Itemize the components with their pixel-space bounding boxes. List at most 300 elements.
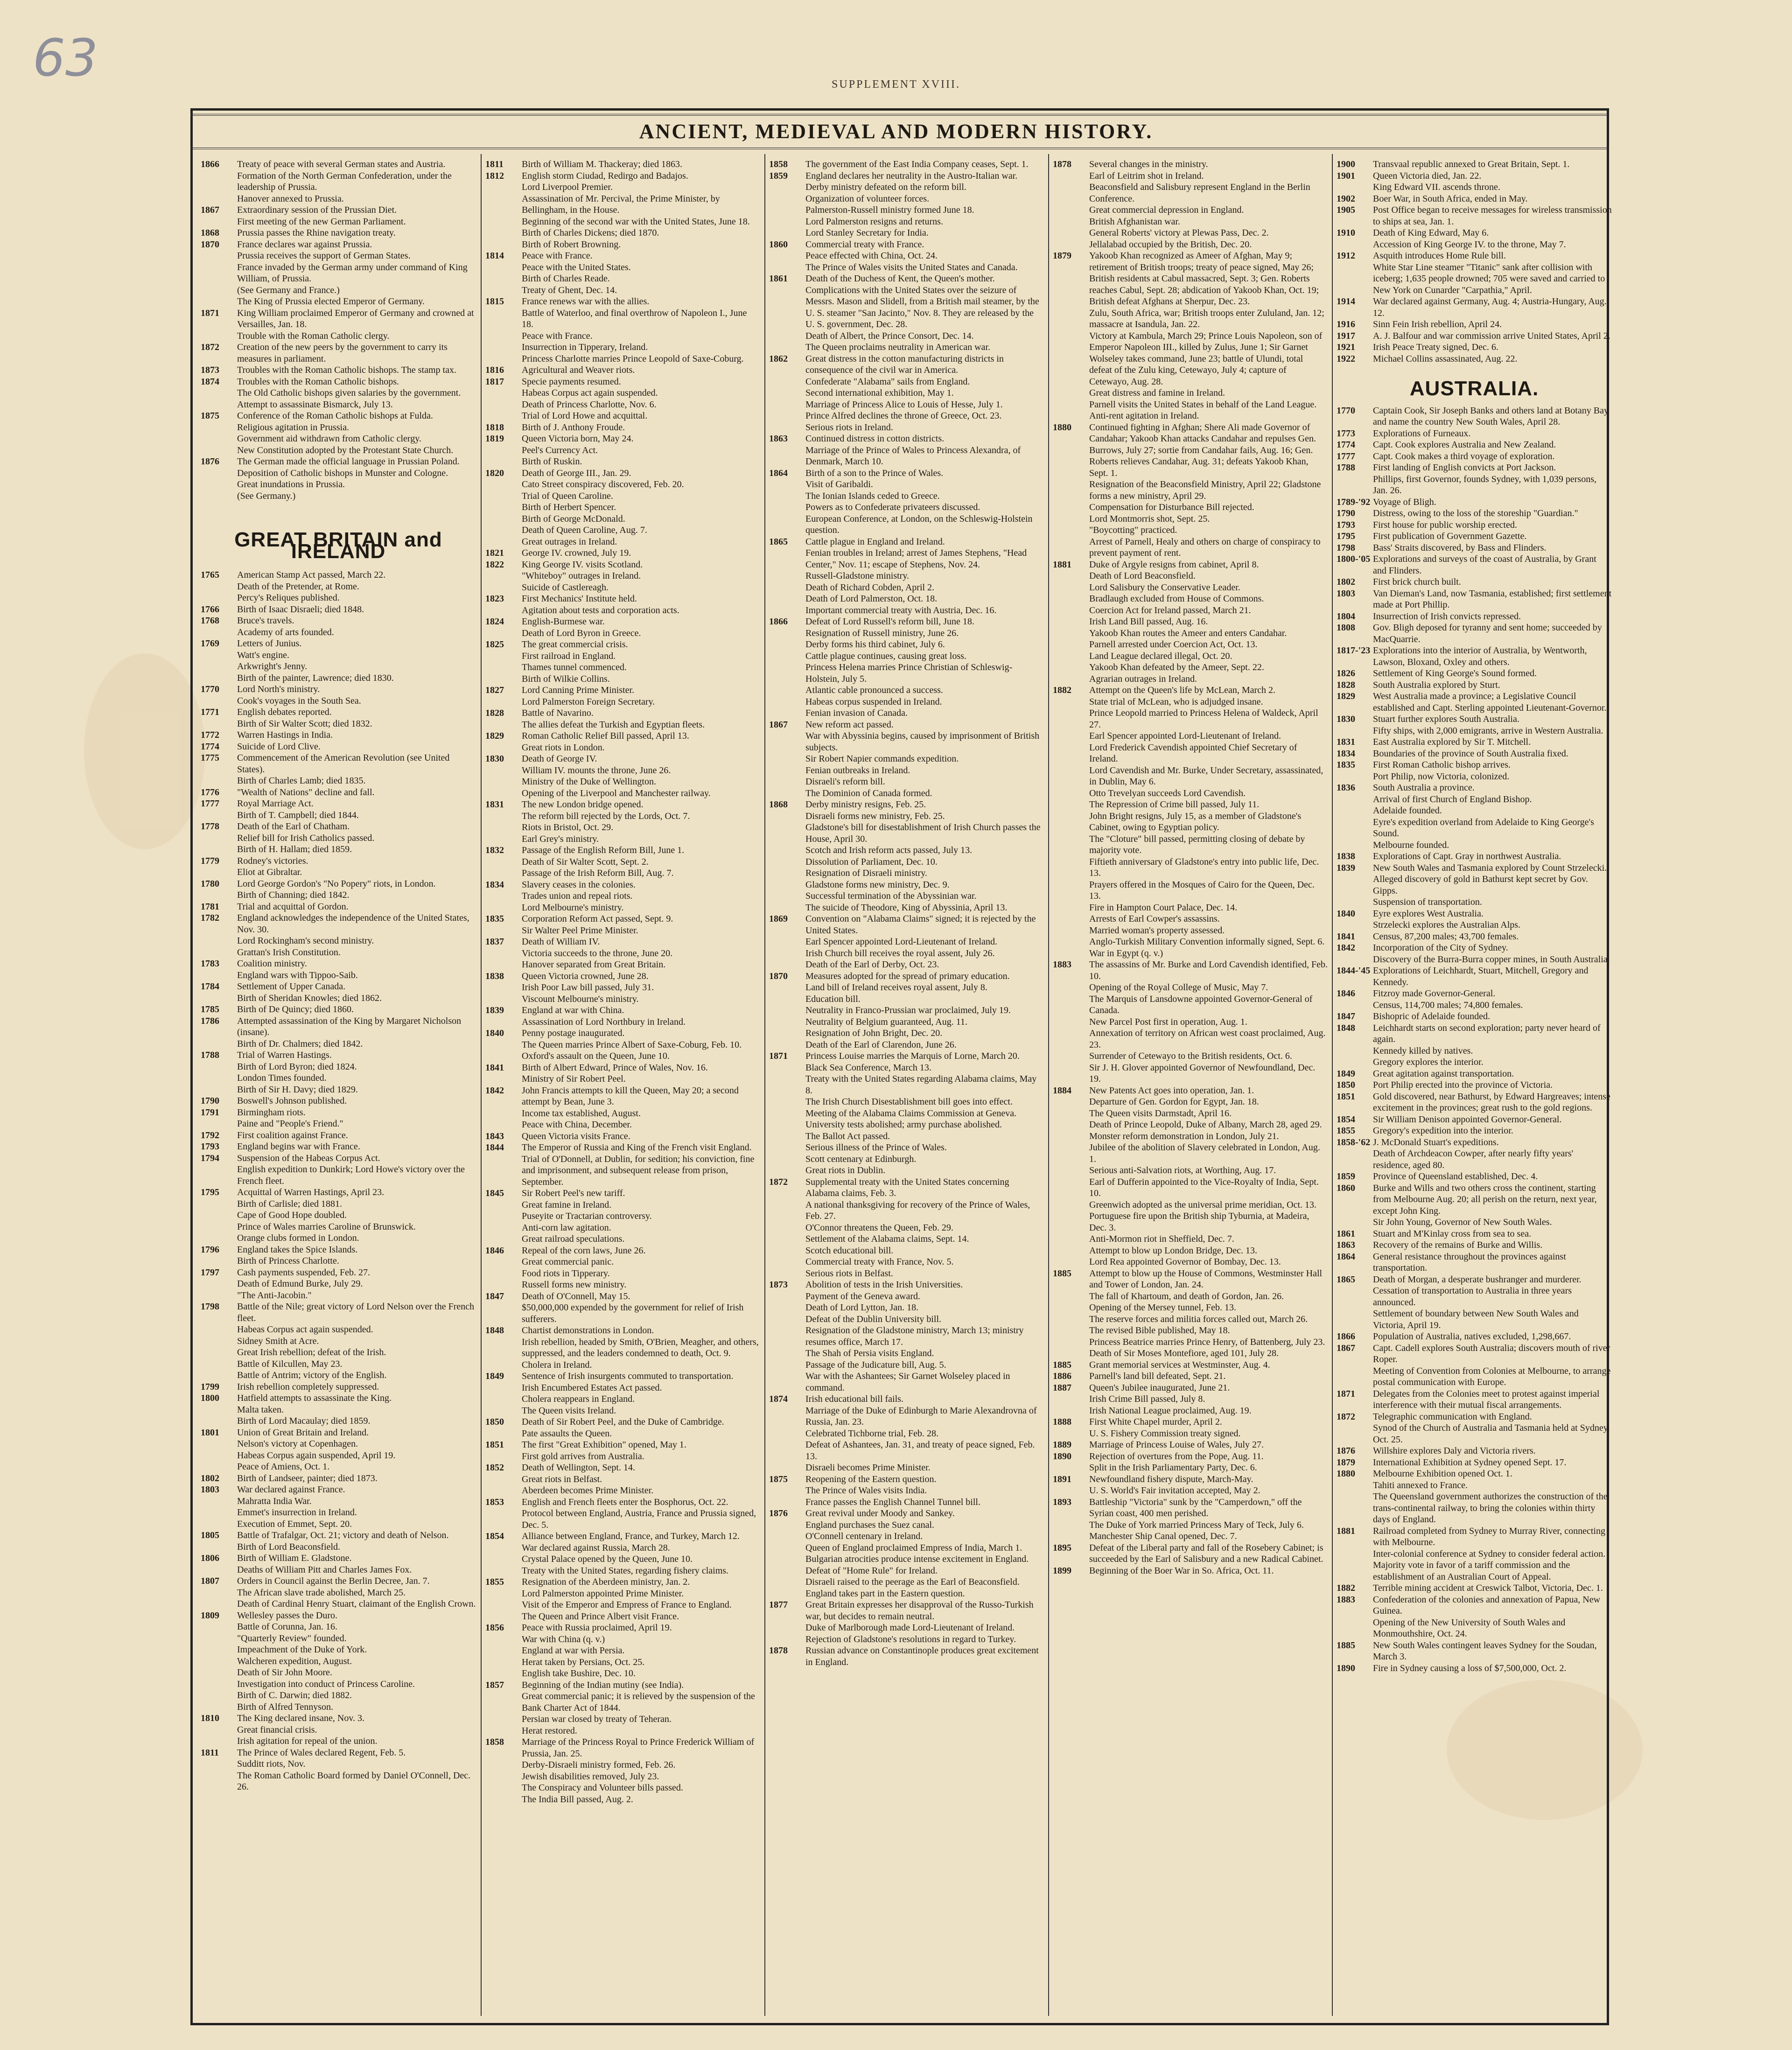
history-entry	[769, 1634, 1044, 1645]
history-entry	[1337, 1617, 1612, 1640]
entry-text: Russell-Gladstone ministry.	[805, 571, 910, 581]
entry-text: Measures adopted for the spread of primary education.	[805, 971, 1010, 981]
history-entry	[1053, 330, 1328, 388]
entry-year: 1848	[485, 1325, 504, 1336]
entry-text: Recovery of the remains of Burke and Willis.	[1373, 1240, 1543, 1250]
entry-year: 1865	[1337, 1274, 1355, 1285]
history-entry	[1337, 296, 1612, 319]
entry-text: Victoria succeeds to the throne, June 20.	[522, 948, 673, 959]
history-entry	[769, 1439, 1044, 1462]
entry-year: 1851	[1337, 1091, 1355, 1102]
history-entry	[485, 490, 761, 502]
history-entry	[201, 569, 476, 581]
history-entry	[201, 490, 476, 502]
history-entry	[485, 776, 761, 788]
entry-year: 1870	[201, 239, 219, 250]
entry-text: Great commercial panic; it is relieved by the suspension of the Bank Charter Act of 1844.	[522, 1691, 755, 1713]
entry-year: 1899	[1053, 1565, 1071, 1576]
history-entry	[201, 1679, 476, 1690]
entry-text: Death of the Earl of Clarendon, June 26.	[805, 1039, 957, 1050]
entry-text: Death of Sir Moses Montefiore, aged 101, July 28.	[1089, 1348, 1279, 1358]
entry-text: Irish Crime Bill passed, July 8.	[1089, 1394, 1205, 1404]
history-entry	[1053, 651, 1328, 662]
history-entry	[769, 628, 1044, 639]
entry-year: 1788	[201, 1050, 219, 1060]
history-entry	[485, 342, 761, 353]
entry-text: War with Abyssinia begins, caused by imprisonment of British subjects.	[805, 731, 1040, 753]
entry-text: New Parcel Post first in operation, Aug. 1.	[1089, 1016, 1247, 1027]
history-entry	[485, 1531, 761, 1542]
entry-text: Yakoob Khan defeated by the Ameer, Sept. 22.	[1089, 662, 1264, 672]
entry-year: 1852	[485, 1462, 504, 1473]
entry-year: 1820	[485, 468, 504, 478]
history-entry	[1337, 862, 1612, 874]
entry-year: 1823	[485, 594, 504, 604]
entry-text: The revised Bible published, May 18.	[1089, 1325, 1230, 1336]
entry-year: 1867	[769, 719, 788, 730]
history-entry	[485, 1634, 761, 1645]
entry-text: English and French fleets enter the Bosphorus, Oct. 22.	[522, 1497, 728, 1507]
history-entry	[1053, 765, 1328, 788]
history-entry	[201, 262, 476, 285]
entry-text: Capt. Cook makes a third voyage of exploration.	[1373, 451, 1555, 462]
entry-text: Peace with the United States.	[522, 262, 631, 273]
history-entry	[201, 901, 476, 913]
column-5	[1337, 159, 1612, 2016]
history-entry	[485, 673, 761, 685]
entry-text: Van Dieman's Land, now Tasmania, established; first settlement made at Port Phillip.	[1373, 588, 1612, 610]
entry-text: Phillips, first Governor, founds Sydney, with 1,039 persons, Jan. 26.	[1373, 474, 1596, 496]
history-entry	[201, 1164, 476, 1187]
history-entry	[1053, 994, 1328, 1016]
history-entry	[1053, 811, 1328, 833]
history-entry	[1053, 959, 1328, 982]
entry-text: Payment of the Geneva award.	[805, 1291, 921, 1301]
entry-year: 1876	[1337, 1446, 1355, 1456]
history-entry	[485, 1222, 761, 1234]
entry-text: Deaths of William Pitt and Charles James Fox.	[237, 1564, 412, 1575]
entry-text: Earl Grey's ministry.	[522, 833, 599, 844]
entry-year: 1881	[1337, 1525, 1355, 1536]
entry-text: Terrible mining accident at Creswick Talbot, Victoria, Dec. 1.	[1373, 1583, 1603, 1593]
entry-year: 1770	[1337, 405, 1355, 416]
entry-text: Meeting of Convention from Colonies at Melbourne, to arrange postal communication with Europe.	[1373, 1365, 1611, 1387]
entry-text: Birth of De Quincy; died 1860.	[237, 1004, 354, 1015]
entry-text: Prince Alfred declines the throne of Greece, Oct. 23.	[805, 411, 1002, 421]
entry-text: Birth of Lord Beaconsfield.	[237, 1541, 341, 1552]
entry-text: Birth of Lord Macaulay; died 1859.	[237, 1416, 371, 1426]
entry-year: 1774	[201, 741, 219, 752]
entry-text: Fitzroy made Governor-General.	[1373, 988, 1496, 999]
history-entry	[769, 570, 1044, 582]
history-entry	[485, 1302, 761, 1325]
history-entry	[201, 170, 476, 193]
entry-text: Gladstone forms new ministry, Dec. 9.	[805, 879, 950, 890]
entry-text: Reopening of the Eastern question.	[805, 1474, 937, 1484]
entry-year: 1781	[201, 901, 219, 912]
entry-year: 1871	[769, 1051, 788, 1061]
history-entry	[769, 204, 1044, 216]
history-entry	[201, 1450, 476, 1462]
history-entry	[769, 1108, 1044, 1119]
entry-year: 1846	[485, 1245, 504, 1256]
entry-year: 1853	[485, 1497, 504, 1507]
entry-text: Anti-corn law agitation.	[522, 1222, 611, 1233]
history-entry	[769, 1028, 1044, 1039]
entry-text: Asquith introduces Home Rule bill.	[1373, 251, 1506, 261]
history-entry	[1053, 308, 1328, 330]
entry-text: The Dominion of Canada formed.	[805, 788, 932, 798]
entry-text: Passage of the Judicature bill, Aug. 5.	[805, 1359, 946, 1370]
entry-text: General resistance throughout the provinces against transportation.	[1373, 1251, 1566, 1273]
history-entry	[1337, 262, 1612, 296]
history-entry	[769, 1142, 1044, 1154]
history-entry	[485, 696, 761, 708]
entry-text: Birth of Robert Browning.	[522, 239, 621, 250]
entry-text: Population of Australia, natives excluded, 1,298,667.	[1373, 1331, 1571, 1342]
entry-text: Great Britain expresses her disapproval of the Russo-Turkish war, but decides to remain neutral.	[805, 1600, 1034, 1622]
entry-text: The Shah of Persia visits England.	[805, 1348, 934, 1358]
entry-year: 1811	[201, 1747, 219, 1758]
history-entry	[769, 1405, 1044, 1428]
history-entry	[769, 1222, 1044, 1234]
entry-text: Watt's engine.	[237, 650, 289, 660]
entry-text: Opening of the Mersey tunnel, Feb. 13.	[1089, 1302, 1236, 1313]
history-entry	[201, 947, 476, 959]
entry-year: 1790	[201, 1096, 219, 1106]
entry-text: International Exhibition at Sydney opened Sept. 17.	[1373, 1457, 1567, 1468]
history-entry	[1337, 193, 1612, 205]
entry-text: Queen Victoria born, May 24.	[522, 434, 634, 444]
entry-text: Serious riots in Belfast.	[805, 1268, 893, 1279]
history-entry	[485, 1474, 761, 1485]
entry-text: University tests abolished; army purchase abolished.	[805, 1119, 1002, 1130]
entry-year: 1873	[769, 1280, 788, 1290]
history-entry	[201, 1381, 476, 1393]
entry-text: "Wealth of Nations" decline and fall.	[237, 787, 375, 798]
entry-year: 1885	[1053, 1268, 1071, 1279]
entry-text: Death of William IV.	[522, 937, 600, 947]
history-entry	[1337, 239, 1612, 251]
entry-year: 1829	[1337, 691, 1355, 701]
history-entry	[201, 1267, 476, 1279]
title-rule-bottom	[190, 147, 1609, 149]
entry-text: Assassination of Mr. Percival, the Prime Minister, by Bellingham, in the House.	[522, 193, 720, 215]
entry-text: Habeas Corpus again suspended, April 19.	[237, 1450, 396, 1461]
entry-text: Death of Lord Byron in Greece.	[522, 628, 641, 638]
history-entry	[201, 308, 476, 330]
history-entry	[485, 936, 761, 948]
entry-text: Palmerston-Russell ministry formed June 18.	[805, 205, 974, 215]
entry-text: Bradlaugh excluded from House of Commons.	[1089, 594, 1264, 604]
entry-text: Burke and Wills and two others cross the continent, starting from Melbourne Aug. 20; all perish on the return, next year, except John King.	[1373, 1182, 1597, 1216]
entry-text: Hanover separated from Great Britain.	[522, 959, 666, 970]
entry-text: Lord Salisbury the Conservative Leader.	[1089, 582, 1240, 593]
entry-text: Great railroad speculations.	[522, 1234, 625, 1244]
entry-text: Death of Cardinal Henry Stuart, claimant of the English Crown.	[237, 1599, 476, 1609]
history-entry	[1053, 1382, 1328, 1394]
history-entry	[1337, 851, 1612, 862]
entry-year: 1889	[1053, 1440, 1071, 1450]
entry-text: War in Egypt (q. v.)	[1089, 948, 1163, 959]
history-entry	[1337, 1056, 1612, 1068]
entry-text: England at war with China.	[522, 1005, 624, 1015]
entry-text: Extraordinary session of the Prussian Diet.	[237, 205, 397, 215]
entry-text: Crystal Palace opened by the Queen, June 10.	[522, 1554, 693, 1564]
entry-year: 1765	[201, 570, 219, 580]
history-entry	[485, 765, 761, 777]
entry-text: Compensation for Disturbance Bill rejected.	[1089, 502, 1254, 512]
history-entry	[201, 159, 476, 170]
entry-year: 1922	[1337, 353, 1355, 364]
history-entry	[201, 285, 476, 296]
entry-text: General Roberts' victory at Plewas Pass, Dec. 2.	[1089, 228, 1269, 238]
history-entry	[1337, 250, 1612, 262]
history-entry	[1053, 673, 1328, 685]
entry-text: Death of King Edward, May 6.	[1373, 228, 1489, 238]
entry-text: Meeting of the Alabama Claims Commission at Geneva.	[805, 1108, 1017, 1119]
history-entry	[485, 1462, 761, 1474]
entry-text: Arkwright's Jenny.	[237, 661, 308, 672]
history-entry	[201, 422, 476, 434]
history-entry	[769, 1485, 1044, 1497]
history-entry	[201, 1701, 476, 1713]
history-entry	[1053, 1531, 1328, 1542]
entry-text: Irish Church bill receives the royal assent, July 26.	[805, 948, 995, 959]
entry-year: 1784	[201, 981, 219, 992]
entry-text: Attempt to blow up the House of Commons, Westminster Hall and Tower of London, Jan. 24.	[1089, 1268, 1323, 1290]
entry-year: 1849	[1337, 1068, 1355, 1079]
entry-text: Alliance between England, France, and Turkey, March 12.	[522, 1531, 740, 1541]
history-entry	[1337, 1239, 1612, 1251]
entry-text: Delegates from the Colonies meet to protest against imperial interference with their mutual fiscal arrangements.	[1373, 1388, 1600, 1410]
entry-text: First Mechanics' Institute held.	[522, 594, 637, 604]
history-entry	[201, 752, 476, 775]
entry-year: 1771	[201, 707, 219, 717]
history-entry	[485, 902, 761, 914]
entry-year: 1844	[485, 1142, 504, 1153]
history-entry	[201, 1049, 476, 1061]
entry-text: Neutrality in Franco-Prussian war proclaimed, July 19.	[805, 1005, 1011, 1015]
entry-text: Fenian troubles in Ireland; arrest of James Stephens, "Head Center," Nov. 11; escape of Stephens, Nov. 24.	[805, 548, 1027, 570]
entry-text: Assassination of Lord Northbury in Ireland.	[522, 1016, 686, 1027]
entry-text: Birth of Charles Reade.	[522, 273, 610, 284]
entry-text: Cholera reappears in England.	[522, 1394, 635, 1404]
history-entry	[1337, 227, 1612, 239]
history-entry	[1053, 948, 1328, 959]
history-entry	[769, 490, 1044, 502]
entry-text: Rejection of Gladstone's resolutions in regard to Turkey.	[805, 1634, 1016, 1644]
history-entry	[1053, 1302, 1328, 1314]
history-entry	[769, 399, 1044, 411]
entry-year: 1867	[201, 205, 219, 215]
history-entry	[485, 1759, 761, 1771]
history-entry	[769, 547, 1044, 570]
entry-text: Birth of Alfred Tennyson.	[237, 1701, 333, 1712]
entry-text: Portuguese fire upon the British ship Tyburnia, at Madeira, Dec. 3.	[1089, 1211, 1309, 1233]
history-entry	[485, 879, 761, 891]
column-divider	[1332, 154, 1333, 2016]
history-entry	[769, 593, 1044, 605]
entry-text: Death of Wellington, Sept. 14.	[522, 1462, 635, 1473]
history-entry	[1337, 1182, 1612, 1217]
entry-text: Lord Liverpool Premier.	[522, 182, 613, 192]
history-entry	[769, 1462, 1044, 1474]
entry-text: The King of Prussia elected Emperor of Germany.	[237, 296, 425, 307]
history-entry	[201, 981, 476, 993]
history-entry	[485, 662, 761, 673]
history-entry	[769, 1050, 1044, 1062]
history-entry	[1053, 502, 1328, 513]
entry-text: East Australia explored by Sir T. Mitchell.	[1373, 737, 1531, 747]
history-entry	[1337, 451, 1612, 462]
entry-year: 1775	[201, 753, 219, 763]
entry-text: Percy's Reliques published.	[237, 593, 340, 603]
history-entry	[1337, 170, 1612, 182]
entry-text: The Queen marries Prince Albert of Saxe-Coburg, Feb. 10.	[522, 1039, 742, 1050]
entry-text: Trial of Queen Caroline.	[522, 490, 613, 501]
entry-text: London Times founded.	[237, 1073, 327, 1083]
history-entry	[201, 1473, 476, 1484]
history-entry	[201, 889, 476, 901]
entry-text: Death of the Pretender, at Rome.	[237, 581, 359, 592]
entry-text: Parnell visits the United States in behalf of the Land League.	[1089, 399, 1317, 410]
entry-year: 1914	[1337, 296, 1355, 307]
history-entry	[1337, 1251, 1612, 1274]
history-entry	[1337, 1091, 1612, 1114]
history-entry	[201, 239, 476, 251]
entry-text: Boundaries of the province of South Australia fixed.	[1373, 748, 1568, 759]
entry-year: 1766	[201, 604, 219, 615]
entry-year: 1876	[201, 456, 219, 467]
entry-text: Queen of England proclaimed Empress of India, March 1.	[805, 1542, 1022, 1553]
entry-text: Continued fighting in Afghan; Shere Ali made Governor of Candahar; Yakoob Khan attacks Candahar and repulses Gen. Burrows, July 27; sortie from Candahar fails, Aug. 16; Gen. Roberts relieves Candahar, Aug. 31; defeats Yakoob Khan, Sept. 1.	[1089, 422, 1316, 478]
history-entry	[485, 239, 761, 251]
entry-text: Sir Robert Peel's new tariff.	[522, 1188, 625, 1198]
history-entry	[1337, 1045, 1612, 1057]
history-entry	[485, 227, 761, 239]
history-entry	[201, 1278, 476, 1290]
entry-text: Execution of Emmet, Sept. 20.	[237, 1518, 352, 1529]
history-entry	[1337, 1171, 1612, 1182]
entry-text: Passage of the English Reform Bill, June 1.	[522, 845, 685, 855]
history-entry	[201, 330, 476, 342]
history-entry	[1053, 730, 1328, 742]
entry-year: 1866	[1337, 1331, 1355, 1342]
entry-text: Sinn Fein Irish rebellion, April 24.	[1373, 319, 1502, 329]
history-entry	[769, 330, 1044, 342]
entry-text: Emmet's insurrection in Ireland.	[237, 1507, 357, 1518]
entry-text: The Emperor of Russia and King of the French visit England.	[522, 1142, 752, 1153]
entry-text: English storm Ciudad, Redirgo and Badajos.	[522, 170, 688, 181]
history-entry	[485, 456, 761, 468]
column-divider	[764, 154, 765, 2016]
history-entry	[201, 1610, 476, 1622]
entry-text: South Australia explored by Sturt.	[1373, 679, 1500, 690]
entry-year: 1885	[1337, 1640, 1355, 1651]
entry-text: Synod of the Church of Australia and Tasmania held at Sydney, Oct. 25.	[1373, 1423, 1610, 1445]
history-entry	[1337, 1468, 1612, 1480]
entry-text: Eyre explores West Australia.	[1373, 908, 1484, 919]
entry-text: Birth of Albert Edward, Prince of Wales, Nov. 16.	[522, 1062, 708, 1073]
entry-text: Derby forms his third cabinet, July 6.	[805, 639, 945, 650]
entry-year: 1830	[485, 754, 504, 764]
history-entry	[485, 1714, 761, 1725]
entry-text: Irish rebellion completely suppressed.	[237, 1381, 379, 1392]
entry-text: "Quarterly Review" founded.	[237, 1633, 347, 1644]
entry-year: 1773	[1337, 428, 1355, 439]
history-entry	[769, 1154, 1044, 1165]
entry-year: 1855	[485, 1577, 504, 1587]
entry-text: Otto Trevelyan succeeds Lord Cavendish.	[1089, 788, 1246, 798]
entry-text: The King declared insane, Nov. 3.	[237, 1713, 365, 1723]
entry-year: 1901	[1337, 170, 1355, 181]
entry-year: 1780	[201, 878, 219, 889]
entry-text: Death of Lord Beaconsfield.	[1089, 571, 1196, 581]
history-entry	[1337, 1228, 1612, 1240]
entry-text: Gov. Bligh deposed for tyranny and sent home; succeeded by MacQuarrie.	[1373, 623, 1602, 644]
entry-year: 1857	[485, 1679, 504, 1690]
history-entry	[485, 330, 761, 342]
entry-text: Jubilee of the abolition of Slavery celebrated in London, Aug. 1.	[1089, 1142, 1320, 1164]
entry-text: Captain Cook, Sir Joseph Banks and others land at Botany Bay and name the country New South Wales, April 28.	[1373, 405, 1609, 427]
entry-year: 1799	[201, 1381, 219, 1392]
entry-text: Government aid withdrawn from Catholic clergy.	[237, 434, 421, 444]
entry-text: Resignation of the Beaconsfield Ministry, April 22; Gladstone forms a new ministry, April 29.	[1089, 479, 1321, 501]
history-entry	[201, 1587, 476, 1599]
entry-text: First brick church built.	[1373, 577, 1461, 587]
history-entry	[769, 216, 1044, 228]
history-entry	[485, 285, 761, 296]
entry-text: Investigation into conduct of Princess Caroline.	[237, 1679, 415, 1689]
entry-text: Voyage of Bligh.	[1373, 497, 1436, 507]
history-entry	[1053, 513, 1328, 525]
entry-text: Defeat of Lord Russell's reform bill, June 18.	[805, 616, 974, 627]
entry-text: British Afghanistan war.	[1089, 216, 1180, 227]
history-entry	[769, 868, 1044, 879]
entry-year: 1778	[201, 821, 219, 832]
history-entry	[201, 1210, 476, 1221]
history-entry	[485, 593, 761, 605]
history-entry	[1337, 342, 1612, 353]
history-entry	[1337, 1480, 1612, 1491]
history-entry	[201, 227, 476, 239]
history-entry	[769, 994, 1044, 1005]
history-entry	[485, 1542, 761, 1554]
entry-text: "The Anti-Jacobin."	[237, 1290, 312, 1301]
entry-text: The Queensland government authorizes the construction of the trans-continental railway, to bring the colonies within thirty days of England.	[1373, 1491, 1608, 1525]
entry-year: 1803	[201, 1484, 219, 1495]
entry-year: 1772	[201, 730, 219, 740]
history-entry	[1337, 1365, 1612, 1388]
entry-text: The government of the East India Company ceases, Sept. 1.	[805, 159, 1029, 169]
history-entry	[1053, 1176, 1328, 1199]
history-entry	[1337, 725, 1612, 737]
entry-year: 1883	[1337, 1594, 1355, 1605]
entry-text: Riots in Bristol, Oct. 29.	[522, 822, 614, 833]
entry-text: Irish National League proclaimed, Aug. 19.	[1089, 1405, 1252, 1416]
entry-text: Rejection of overtures from the Pope, Aug. 11.	[1089, 1451, 1264, 1462]
history-entry	[485, 982, 761, 994]
entry-year: 1858	[769, 159, 788, 169]
entry-text: Suspension of the Habeas Corpus Act.	[237, 1153, 380, 1163]
entry-text: English debates reported.	[237, 707, 332, 717]
history-entry	[769, 1268, 1044, 1280]
history-entry	[485, 170, 761, 182]
history-entry	[1053, 1131, 1328, 1142]
entry-text: Birth of William M. Thackeray; died 1863.	[522, 159, 682, 169]
entry-text: Yakoob Khan recognized as Ameer of Afghan, May 9; retirement of British troops; treaty of peace signed, May 26; British residents at Cabul massacred, Sept. 3; Gen. Roberts reaches Cabul, Sept. 28; abdication of Yakoob Khan, Oct. 19; British defeat Afghans at Sherpur, Dec. 23.	[1089, 251, 1319, 307]
